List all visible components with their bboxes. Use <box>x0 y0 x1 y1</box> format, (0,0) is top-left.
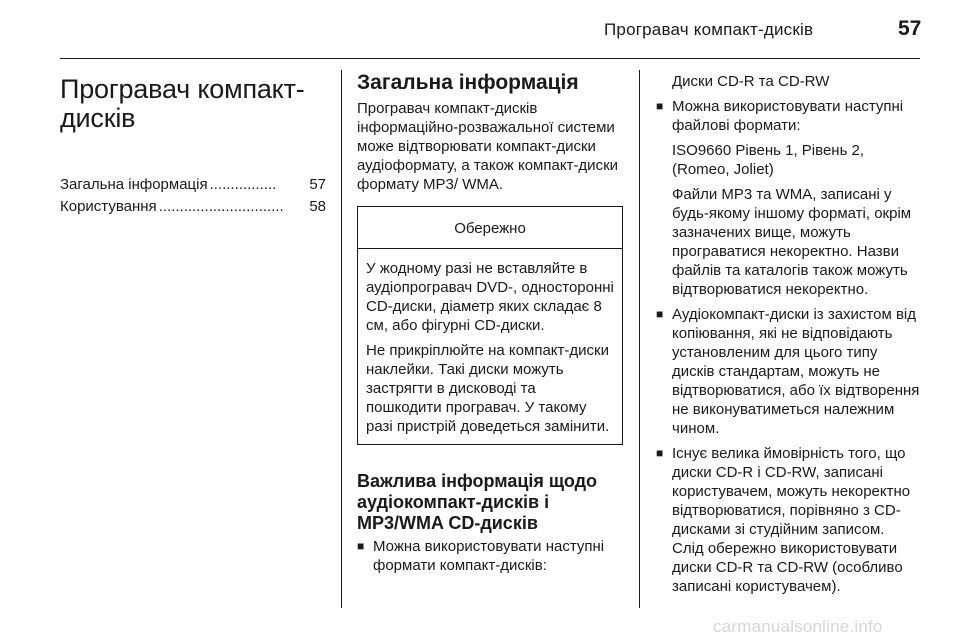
general-info-column <box>357 72 623 581</box>
caution-paragraph: У жодному разі не вставляйте в аудіопрогравач DVD-, односторонні CD-диски, діаметр яких складає 8 см, або фігурні CD-диски. <box>366 260 614 334</box>
caution-title: Обережно <box>358 207 622 249</box>
column-divider-right <box>639 70 640 608</box>
bullet-item: ■ Існує велика ймовірність того, що диски CD-R і CD-RW, записані користувачем, можуть некоректно відтворюватися, порівняно з CD-дисками зі студійним записом. Слід обережно використовувати диски CD-R та CD-RW (особливо записані користувачем). <box>656 444 920 596</box>
chapter-column <box>60 72 326 219</box>
toc-entry-label: Загальна інформація <box>60 176 208 193</box>
toc-entry-page: 58 <box>309 198 326 215</box>
bullet-item: ■ Аудіокомпакт-диски із захистом від копіювання, які не відповідають установленим для цього типу дисків стандартам, можуть не відтворюватися, або їх відтворення не виконуватиметься належним чином. <box>656 305 920 438</box>
formats-column <box>656 72 920 602</box>
column-divider-left <box>341 70 342 608</box>
toc-entry[interactable] <box>60 175 326 197</box>
toc-entry-label: Користування <box>60 198 157 215</box>
bullet-subparagraph: ISO9660 Рівень 1, Рівень 2, (Romeo, Joliet) <box>672 142 865 178</box>
chapter-title: Програвач компакт-дисків <box>60 74 305 133</box>
section-title-important: Важлива інформація щодо аудіокомпакт-дисків і MP3/WMA CD-дисків <box>357 471 598 533</box>
caution-box <box>357 206 623 445</box>
watermark: carmanualsonline.info <box>713 617 883 636</box>
running-header-title: Програвач компакт-дисків <box>604 20 814 39</box>
bullet-subparagraph: Файли MP3 та WMA, записані у будь-якому іншому форматі, окрім зазначених вище, можуть програватися некоректно. Назви файлів та каталогів також можуть відтворюватися некоректно. <box>672 186 912 298</box>
page-number: 57 <box>898 17 922 40</box>
toc-entry-page: 57 <box>309 176 326 193</box>
toc-leader-dots: ................ <box>209 176 277 193</box>
general-intro-text: Програвач компакт-дисків інформаційно-розважальної системи може відтворювати компакт-диски аудіоформату, а також компакт-диски формату MP3/ WMA. <box>357 100 619 193</box>
section-title-general: Загальна інформація <box>357 71 579 94</box>
bullet-item: ■ Можна використовувати наступні файлові формати: <box>656 97 920 135</box>
toc-entry[interactable] <box>60 197 326 219</box>
caution-body <box>358 249 622 444</box>
caution-paragraph: Не прикріплюйте на компакт-диски наклейки. Такі диски можуть застрягти в дисководі та пошкодити програвач. У такому разі пристрій доведеться замінити. <box>366 342 610 435</box>
toc-leader-dots: .............................. <box>158 198 284 215</box>
header-divider <box>60 58 920 59</box>
bullet-continuation: Диски CD-R та CD-RW <box>672 73 830 90</box>
bullet-item: ■ Можна використовувати наступні формати компакт-дисків: <box>357 537 623 575</box>
